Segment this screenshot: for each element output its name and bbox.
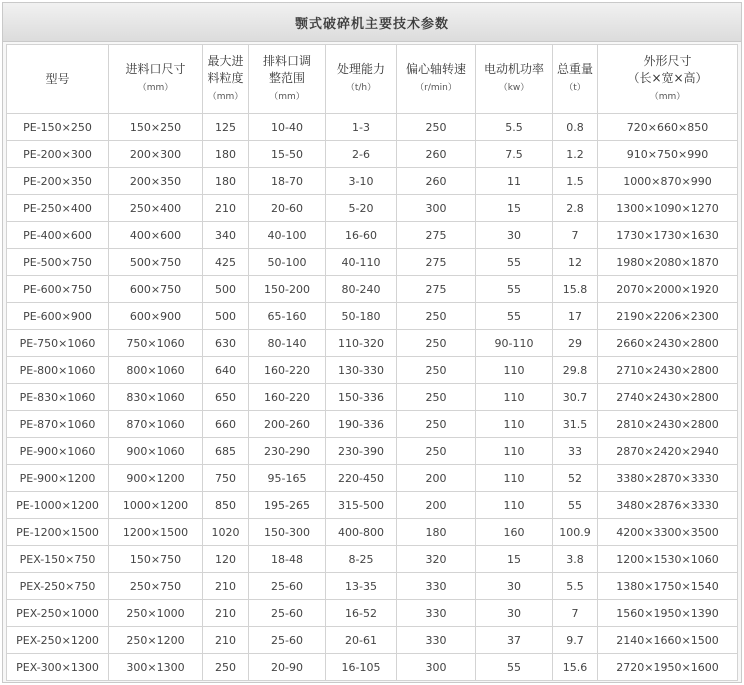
- cell-max-feed-size: 180: [203, 141, 248, 167]
- cell-model: PE-900×1060: [7, 438, 108, 464]
- cell-model: PE-400×600: [7, 222, 108, 248]
- header-capacity: 处理能力 （t/h）: [326, 45, 396, 113]
- cell-max-feed-size: 120: [203, 546, 248, 572]
- cell-model: PE-870×1060: [7, 411, 108, 437]
- cell-total-weight: 31.5: [553, 411, 597, 437]
- cell-model: PEX-300×1300: [7, 654, 108, 680]
- cell-discharge-range: 95-165: [249, 465, 325, 491]
- spec-table: [6, 44, 738, 681]
- cell-motor-power: 15: [476, 195, 552, 221]
- cell-capacity: 50-180: [326, 303, 396, 329]
- cell-shaft-speed: 180: [397, 519, 475, 545]
- cell-capacity: 8-25: [326, 546, 396, 572]
- cell-feed-opening: 150×750: [109, 546, 202, 572]
- cell-max-feed-size: 340: [203, 222, 248, 248]
- cell-max-feed-size: 210: [203, 573, 248, 599]
- cell-total-weight: 17: [553, 303, 597, 329]
- cell-dimensions: 1560×1950×1390: [598, 600, 737, 626]
- cell-feed-opening: 750×1060: [109, 330, 202, 356]
- cell-max-feed-size: 125: [203, 114, 248, 140]
- cell-discharge-range: 25-60: [249, 627, 325, 653]
- cell-motor-power: 110: [476, 492, 552, 518]
- cell-shaft-speed: 300: [397, 654, 475, 680]
- cell-feed-opening: 400×600: [109, 222, 202, 248]
- cell-motor-power: 55: [476, 303, 552, 329]
- cell-max-feed-size: 850: [203, 492, 248, 518]
- cell-feed-opening: 250×1000: [109, 600, 202, 626]
- table-row: [7, 654, 737, 680]
- table-title: 颚式破碎机主要技术参数: [3, 3, 741, 42]
- cell-total-weight: 12: [553, 249, 597, 275]
- header-feed-opening: 进料口尺寸 （mm）: [109, 45, 202, 113]
- cell-feed-opening: 1200×1500: [109, 519, 202, 545]
- table-row: [7, 438, 737, 464]
- cell-max-feed-size: 210: [203, 600, 248, 626]
- cell-dimensions: 720×660×850: [598, 114, 737, 140]
- cell-motor-power: 30: [476, 600, 552, 626]
- table-row: [7, 222, 737, 248]
- table-row: [7, 627, 737, 653]
- cell-model: PE-150×250: [7, 114, 108, 140]
- cell-discharge-range: 200-260: [249, 411, 325, 437]
- cell-motor-power: 37: [476, 627, 552, 653]
- header-max-feed-size: 最大进 料粒度 （mm）: [203, 45, 248, 113]
- header-discharge-range: 排料口调 整范围 （mm）: [249, 45, 325, 113]
- cell-total-weight: 33: [553, 438, 597, 464]
- cell-capacity: 230-390: [326, 438, 396, 464]
- cell-motor-power: 55: [476, 249, 552, 275]
- cell-dimensions: 3480×2876×3330: [598, 492, 737, 518]
- cell-dimensions: 2710×2430×2800: [598, 357, 737, 383]
- cell-dimensions: 4200×3300×3500: [598, 519, 737, 545]
- cell-motor-power: 30: [476, 573, 552, 599]
- cell-model: PE-250×400: [7, 195, 108, 221]
- cell-feed-opening: 500×750: [109, 249, 202, 275]
- cell-discharge-range: 150-200: [249, 276, 325, 302]
- cell-model: PE-1000×1200: [7, 492, 108, 518]
- cell-shaft-speed: 250: [397, 438, 475, 464]
- cell-total-weight: 3.8: [553, 546, 597, 572]
- cell-capacity: 5-20: [326, 195, 396, 221]
- cell-discharge-range: 18-70: [249, 168, 325, 194]
- cell-shaft-speed: 275: [397, 249, 475, 275]
- cell-discharge-range: 18-48: [249, 546, 325, 572]
- cell-discharge-range: 20-90: [249, 654, 325, 680]
- cell-dimensions: 1980×2080×1870: [598, 249, 737, 275]
- header-shaft-speed: 偏心轴转速 （r/min）: [397, 45, 475, 113]
- cell-total-weight: 100.9: [553, 519, 597, 545]
- cell-total-weight: 7: [553, 600, 597, 626]
- cell-feed-opening: 250×750: [109, 573, 202, 599]
- header-total-weight: 总重量 （t）: [553, 45, 597, 113]
- cell-capacity: 130-330: [326, 357, 396, 383]
- cell-total-weight: 1.2: [553, 141, 597, 167]
- cell-max-feed-size: 180: [203, 168, 248, 194]
- cell-dimensions: 2660×2430×2800: [598, 330, 737, 356]
- table-row: [7, 384, 737, 410]
- header-motor-power: 电动机功率 （kw）: [476, 45, 552, 113]
- cell-discharge-range: 150-300: [249, 519, 325, 545]
- cell-capacity: 220-450: [326, 465, 396, 491]
- table-row: [7, 114, 737, 140]
- table-row: [7, 411, 737, 437]
- cell-discharge-range: 20-60: [249, 195, 325, 221]
- cell-capacity: 20-61: [326, 627, 396, 653]
- cell-capacity: 16-52: [326, 600, 396, 626]
- cell-feed-opening: 200×350: [109, 168, 202, 194]
- table-row: [7, 195, 737, 221]
- cell-shaft-speed: 320: [397, 546, 475, 572]
- cell-dimensions: 910×750×990: [598, 141, 737, 167]
- cell-dimensions: 1380×1750×1540: [598, 573, 737, 599]
- cell-shaft-speed: 260: [397, 141, 475, 167]
- cell-capacity: 110-320: [326, 330, 396, 356]
- cell-dimensions: 2720×1950×1600: [598, 654, 737, 680]
- cell-model: PE-600×750: [7, 276, 108, 302]
- cell-total-weight: 9.7: [553, 627, 597, 653]
- cell-total-weight: 15.6: [553, 654, 597, 680]
- cell-feed-opening: 800×1060: [109, 357, 202, 383]
- cell-feed-opening: 900×1060: [109, 438, 202, 464]
- cell-dimensions: 2140×1660×1500: [598, 627, 737, 653]
- table-row: [7, 168, 737, 194]
- cell-model: PEX-250×750: [7, 573, 108, 599]
- table-row: [7, 249, 737, 275]
- cell-capacity: 80-240: [326, 276, 396, 302]
- cell-motor-power: 30: [476, 222, 552, 248]
- cell-shaft-speed: 275: [397, 276, 475, 302]
- cell-total-weight: 52: [553, 465, 597, 491]
- cell-capacity: 3-10: [326, 168, 396, 194]
- cell-shaft-speed: 200: [397, 465, 475, 491]
- cell-total-weight: 55: [553, 492, 597, 518]
- cell-capacity: 16-60: [326, 222, 396, 248]
- cell-dimensions: 2740×2430×2800: [598, 384, 737, 410]
- cell-discharge-range: 160-220: [249, 357, 325, 383]
- header-model: 型号: [7, 45, 108, 113]
- cell-motor-power: 160: [476, 519, 552, 545]
- cell-max-feed-size: 660: [203, 411, 248, 437]
- cell-max-feed-size: 250: [203, 654, 248, 680]
- cell-feed-opening: 830×1060: [109, 384, 202, 410]
- cell-total-weight: 1.5: [553, 168, 597, 194]
- cell-motor-power: 5.5: [476, 114, 552, 140]
- cell-capacity: 315-500: [326, 492, 396, 518]
- cell-model: PE-900×1200: [7, 465, 108, 491]
- table-row: [7, 573, 737, 599]
- cell-capacity: 150-336: [326, 384, 396, 410]
- cell-motor-power: 7.5: [476, 141, 552, 167]
- cell-max-feed-size: 210: [203, 627, 248, 653]
- cell-max-feed-size: 750: [203, 465, 248, 491]
- cell-model: PEX-150×750: [7, 546, 108, 572]
- cell-total-weight: 29: [553, 330, 597, 356]
- header-row: [7, 45, 737, 113]
- cell-model: PE-800×1060: [7, 357, 108, 383]
- cell-shaft-speed: 330: [397, 627, 475, 653]
- cell-total-weight: 29.8: [553, 357, 597, 383]
- table-row: [7, 303, 737, 329]
- cell-motor-power: 11: [476, 168, 552, 194]
- cell-shaft-speed: 250: [397, 330, 475, 356]
- cell-shaft-speed: 300: [397, 195, 475, 221]
- cell-motor-power: 110: [476, 411, 552, 437]
- cell-model: PE-1200×1500: [7, 519, 108, 545]
- cell-discharge-range: 50-100: [249, 249, 325, 275]
- cell-max-feed-size: 650: [203, 384, 248, 410]
- table-row: [7, 330, 737, 356]
- cell-max-feed-size: 500: [203, 276, 248, 302]
- cell-shaft-speed: 250: [397, 114, 475, 140]
- cell-discharge-range: 80-140: [249, 330, 325, 356]
- cell-shaft-speed: 260: [397, 168, 475, 194]
- table-row: [7, 276, 737, 302]
- cell-capacity: 1-3: [326, 114, 396, 140]
- cell-discharge-range: 25-60: [249, 600, 325, 626]
- cell-shaft-speed: 250: [397, 303, 475, 329]
- cell-capacity: 40-110: [326, 249, 396, 275]
- cell-motor-power: 55: [476, 276, 552, 302]
- cell-dimensions: 2870×2420×2940: [598, 438, 737, 464]
- cell-total-weight: 0.8: [553, 114, 597, 140]
- cell-dimensions: 2190×2206×2300: [598, 303, 737, 329]
- cell-shaft-speed: 250: [397, 411, 475, 437]
- cell-dimensions: 1300×1090×1270: [598, 195, 737, 221]
- cell-capacity: 190-336: [326, 411, 396, 437]
- cell-model: PE-830×1060: [7, 384, 108, 410]
- cell-model: PE-600×900: [7, 303, 108, 329]
- cell-shaft-speed: 250: [397, 357, 475, 383]
- cell-dimensions: 1200×1530×1060: [598, 546, 737, 572]
- cell-shaft-speed: 330: [397, 600, 475, 626]
- cell-max-feed-size: 640: [203, 357, 248, 383]
- cell-feed-opening: 600×900: [109, 303, 202, 329]
- cell-feed-opening: 200×300: [109, 141, 202, 167]
- cell-discharge-range: 230-290: [249, 438, 325, 464]
- cell-motor-power: 110: [476, 357, 552, 383]
- header-dimensions: 外形尺寸 （长×宽×高） （mm）: [598, 45, 737, 113]
- cell-model: PE-750×1060: [7, 330, 108, 356]
- cell-dimensions: 2810×2430×2800: [598, 411, 737, 437]
- cell-feed-opening: 250×400: [109, 195, 202, 221]
- spec-table-frame: [2, 2, 742, 683]
- cell-motor-power: 110: [476, 438, 552, 464]
- cell-max-feed-size: 1020: [203, 519, 248, 545]
- cell-motor-power: 110: [476, 465, 552, 491]
- cell-shaft-speed: 250: [397, 384, 475, 410]
- cell-feed-opening: 250×1200: [109, 627, 202, 653]
- table-row: [7, 519, 737, 545]
- cell-max-feed-size: 210: [203, 195, 248, 221]
- cell-discharge-range: 65-160: [249, 303, 325, 329]
- table-row: [7, 465, 737, 491]
- cell-feed-opening: 870×1060: [109, 411, 202, 437]
- cell-model: PEX-250×1000: [7, 600, 108, 626]
- cell-shaft-speed: 275: [397, 222, 475, 248]
- cell-dimensions: 3380×2870×3330: [598, 465, 737, 491]
- cell-dimensions: 2070×2000×1920: [598, 276, 737, 302]
- cell-shaft-speed: 330: [397, 573, 475, 599]
- cell-feed-opening: 600×750: [109, 276, 202, 302]
- cell-discharge-range: 160-220: [249, 384, 325, 410]
- cell-discharge-range: 25-60: [249, 573, 325, 599]
- cell-model: PE-500×750: [7, 249, 108, 275]
- cell-feed-opening: 1000×1200: [109, 492, 202, 518]
- cell-feed-opening: 300×1300: [109, 654, 202, 680]
- cell-model: PEX-250×1200: [7, 627, 108, 653]
- cell-motor-power: 15: [476, 546, 552, 572]
- cell-model: PE-200×350: [7, 168, 108, 194]
- table-row: [7, 492, 737, 518]
- cell-motor-power: 55: [476, 654, 552, 680]
- cell-feed-opening: 900×1200: [109, 465, 202, 491]
- cell-dimensions: 1000×870×990: [598, 168, 737, 194]
- cell-total-weight: 5.5: [553, 573, 597, 599]
- cell-max-feed-size: 630: [203, 330, 248, 356]
- cell-dimensions: 1730×1730×1630: [598, 222, 737, 248]
- cell-max-feed-size: 500: [203, 303, 248, 329]
- cell-model: PE-200×300: [7, 141, 108, 167]
- cell-total-weight: 7: [553, 222, 597, 248]
- cell-motor-power: 110: [476, 384, 552, 410]
- cell-capacity: 400-800: [326, 519, 396, 545]
- cell-max-feed-size: 425: [203, 249, 248, 275]
- cell-total-weight: 15.8: [553, 276, 597, 302]
- cell-discharge-range: 10-40: [249, 114, 325, 140]
- table-row: [7, 546, 737, 572]
- cell-total-weight: 30.7: [553, 384, 597, 410]
- cell-total-weight: 2.8: [553, 195, 597, 221]
- table-body: [7, 114, 737, 680]
- table-row: [7, 600, 737, 626]
- cell-discharge-range: 40-100: [249, 222, 325, 248]
- cell-capacity: 13-35: [326, 573, 396, 599]
- cell-max-feed-size: 685: [203, 438, 248, 464]
- cell-discharge-range: 15-50: [249, 141, 325, 167]
- cell-feed-opening: 150×250: [109, 114, 202, 140]
- cell-shaft-speed: 200: [397, 492, 475, 518]
- cell-discharge-range: 195-265: [249, 492, 325, 518]
- table-row: [7, 141, 737, 167]
- cell-motor-power: 90-110: [476, 330, 552, 356]
- cell-capacity: 2-6: [326, 141, 396, 167]
- table-row: [7, 357, 737, 383]
- cell-capacity: 16-105: [326, 654, 396, 680]
